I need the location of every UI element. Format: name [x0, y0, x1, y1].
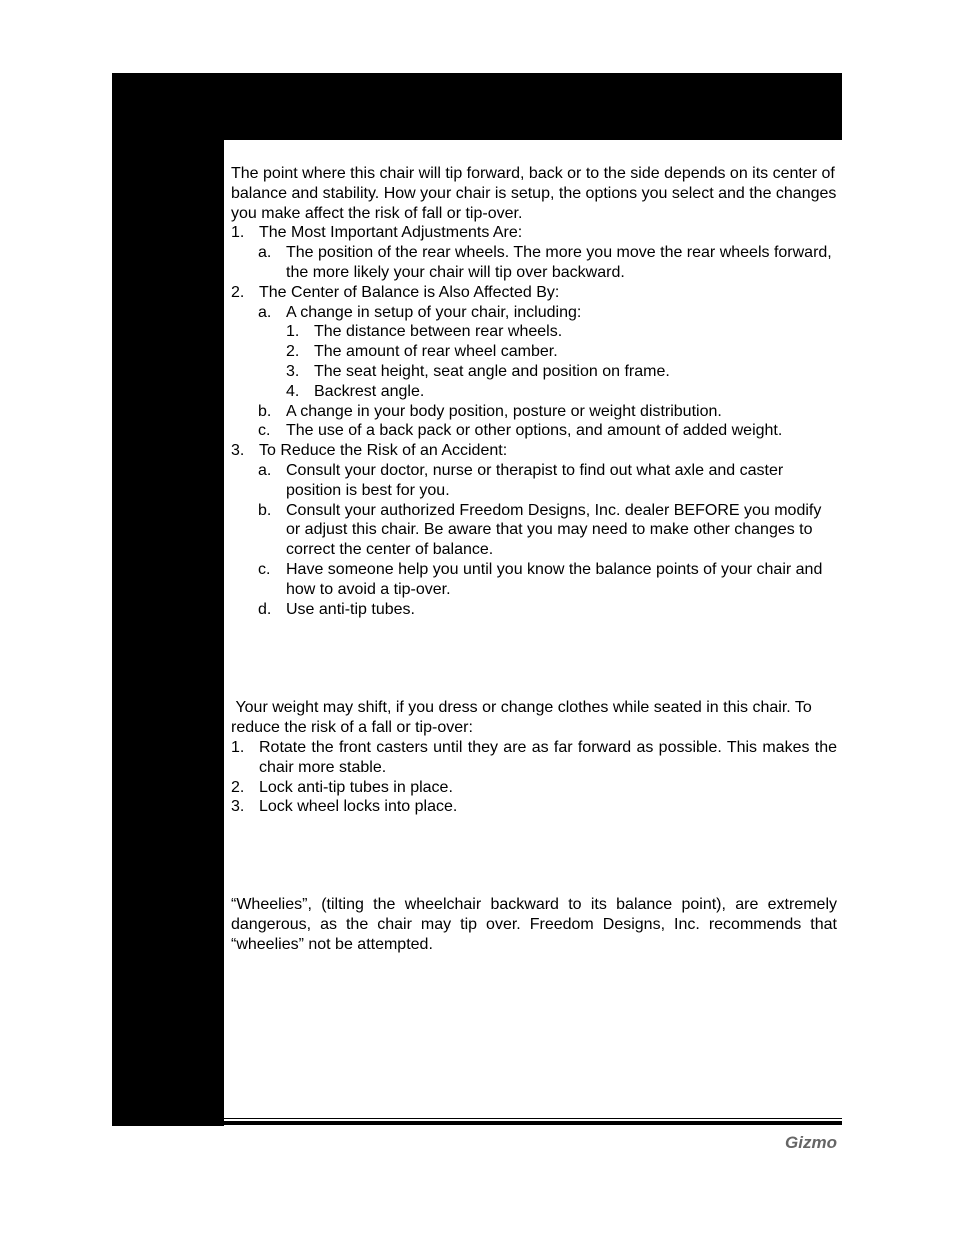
sub-list-item: [231, 600, 837, 620]
list-item: [231, 797, 837, 817]
item-marker: d.: [258, 600, 272, 618]
sub-list-item: [231, 402, 837, 422]
dressing-section: [231, 698, 837, 817]
item-text: Lock wheel locks into place.: [259, 798, 458, 816]
balance-list: [231, 223, 837, 619]
wheelies-section: [231, 895, 837, 954]
item-marker: 3.: [286, 362, 300, 380]
sub-list-item: [231, 243, 837, 283]
side-bar: [112, 73, 224, 1126]
sub-list-item: [231, 461, 837, 501]
page-content: [231, 164, 837, 955]
item-marker: b.: [258, 402, 272, 420]
item-marker: 3.: [231, 442, 245, 460]
sub-sub-list-item: [231, 322, 837, 342]
item-text: Rotate the front casters until they are as far forward as possible. This makes the chair more stable.: [259, 738, 837, 776]
item-marker: 1.: [286, 323, 300, 341]
brand-name: Gizmo: [785, 1133, 837, 1152]
list-item: [231, 283, 837, 303]
item-text: The Most Important Adjustments Are:: [259, 224, 523, 242]
item-text: The amount of rear wheel camber.: [314, 343, 558, 361]
item-marker: c.: [258, 560, 271, 578]
item-text: A change in your body position, posture or weight distribution.: [286, 402, 722, 420]
item-text: Have someone help you until you know the balance points of your chair and how to avoid a tip-over.: [286, 560, 823, 598]
balance-section: [231, 164, 837, 619]
item-text: Use anti-tip tubes.: [286, 600, 415, 618]
item-marker: a.: [258, 244, 272, 262]
list-item: [231, 778, 837, 798]
item-text: Backrest angle.: [314, 382, 425, 400]
list-item: [231, 223, 837, 243]
dressing-list: [231, 738, 837, 817]
item-marker: 4.: [286, 382, 300, 400]
sub-list-item: [231, 303, 837, 323]
item-text: The distance between rear wheels.: [314, 323, 563, 341]
item-text: A change in setup of your chair, including:: [286, 303, 582, 321]
sub-sub-list-item: [231, 342, 837, 362]
item-marker: 1.: [231, 738, 245, 756]
item-marker: 3.: [231, 798, 245, 816]
item-marker: a.: [258, 461, 272, 479]
sub-list-item: [231, 560, 837, 600]
sub-list-item: [231, 501, 837, 560]
sub-sub-list-item: [231, 382, 837, 402]
item-text: The use of a back pack or other options, and amount of added weight.: [286, 422, 783, 440]
item-text: Lock anti-tip tubes in place.: [259, 778, 453, 796]
item-marker: b.: [258, 501, 272, 519]
item-marker: 1.: [231, 224, 245, 242]
item-text: The Center of Balance is Also Affected By:: [259, 283, 560, 301]
item-text: Consult your authorized Freedom Designs, Inc. dealer BEFORE you modify or adjust this chair. Be aware that you may need to make other changes to correct the center of balance.: [286, 501, 822, 559]
item-marker: a.: [258, 303, 272, 321]
balance-intro: The point where this chair will tip forward, back or to the side depends on its center of balance and stability. How your chair is setup, the options you select and the changes you make affect the risk of fall or tip-over.: [231, 165, 837, 222]
item-text: The position of the rear wheels. The more you move the rear wheels forward, the more likely your chair will tip over backward.: [286, 244, 832, 281]
item-text: Consult your doctor, nurse or therapist to find out what axle and caster position is best for you.: [286, 461, 784, 499]
item-marker: c.: [258, 422, 271, 440]
item-marker: 2.: [231, 283, 245, 301]
dressing-intro: Your weight may shift, if you dress or change clothes while seated in this chair. To reduce the risk of a fall or tip-over:: [231, 699, 817, 737]
item-marker: 2.: [286, 343, 300, 361]
footer-rule-thin: [224, 1118, 842, 1119]
wheelies-text: “Wheelies”, (tilting the wheelchair backward to its balance point), are extremely dangerous, as the chair may tip over. Freedom Designs, Inc. recommends that “wheelies” not be attempted.: [231, 896, 837, 953]
sub-list-item: [231, 421, 837, 441]
item-text: To Reduce the Risk of an Accident:: [259, 442, 508, 460]
item-marker: 2.: [231, 778, 245, 796]
list-item: [231, 738, 837, 778]
list-item: [231, 441, 837, 461]
sub-sub-list-item: [231, 362, 837, 382]
footer-rule-thick: [224, 1121, 842, 1125]
item-text: The seat height, seat angle and position on frame.: [314, 362, 670, 380]
